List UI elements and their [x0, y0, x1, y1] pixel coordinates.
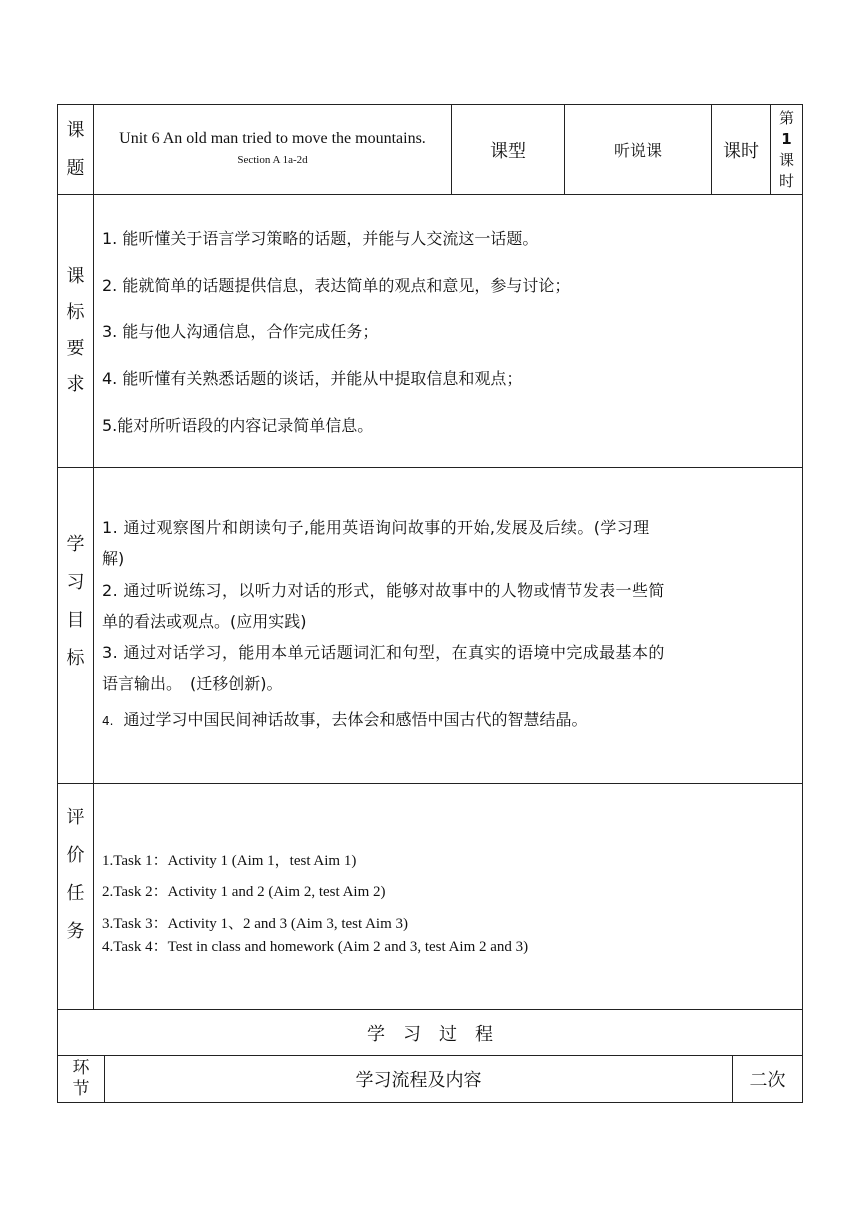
process-col-stage [58, 1056, 104, 1102]
assessment-label-char-2: 价 [66, 845, 85, 866]
standard-item-1: 1. 能听懂关于语言学习策略的话题，并能与人交流这一话题。 [102, 229, 539, 248]
objective-item-2-line-2: 单的看法或观点。(应用实践) [102, 612, 307, 631]
topic-label [58, 105, 93, 194]
objective-item-3-line-2: 语言输出。 (迁移创新)。 [102, 674, 283, 693]
objective-item-4-number: 4. [102, 714, 114, 728]
assessment-label-char-4: 务 [66, 921, 85, 942]
row-divider-header [57, 194, 803, 195]
period-char-1: 第 [778, 109, 794, 127]
row-divider-standards [57, 467, 803, 468]
process-col-stage-char-2: 节 [72, 1079, 90, 1099]
objectives-label-char-1: 学 [66, 534, 85, 555]
standard-item-5: 5.能对所听语段的内容记录简单信息。 [102, 416, 374, 435]
lesson-title: Unit 6 An old man tried to move the mountains. [119, 130, 426, 147]
objectives-label [58, 512, 93, 692]
topic-label-char-1: 课 [66, 119, 85, 141]
lesson-title-cell [94, 105, 451, 194]
assessment-task-3: 3.Task 3：Activity 1、2 and 3 (Aim 3, test Aim 3) [102, 916, 409, 932]
standards-label-char-2: 标 [66, 301, 85, 323]
assessment-task-2: 2.Task 2：Activity 1 and 2 (Aim 2, test Aim 2) [102, 884, 386, 900]
objective-item-1-line-1: 1. 通过观察图片和朗读句子,能用英语询问故事的开始,发展及后续。(学习理 [102, 518, 650, 537]
process-col-content: 学习流程及内容 [355, 1070, 482, 1091]
topic-label-char-2: 题 [66, 157, 85, 179]
lesson-period-label: 课时 [723, 140, 759, 162]
assessment-task-1: 1.Task 1：Activity 1 (Aim 1，test Aim 1) [102, 853, 357, 869]
lesson-type-value: 听说课 [613, 141, 662, 160]
objective-item-4-text: 通过学习中国民间神话故事，去体会和感悟中国古代的智慧结晶。 [123, 710, 588, 729]
assessment-task-4: 4.Task 4：Test in class and homework (Aim 2 and 3, test Aim 2 and 3) [102, 939, 529, 955]
period-char-2: 1 [781, 130, 792, 148]
objective-item-4 [102, 704, 796, 737]
lesson-section: Section A 1a-2d [237, 154, 308, 166]
standards-label [58, 248, 93, 413]
assessment-label [58, 795, 93, 955]
assessment-label-char-1: 评 [66, 807, 85, 828]
process-heading: 学 习 过 程 [367, 1023, 493, 1045]
standards-label-char-4: 求 [66, 373, 85, 395]
label-column-divider [93, 104, 94, 1010]
objective-item-3-line-1: 3. 通过对话学习，能用本单元话题词汇和句型，在真实的语境中完成最基本的 [102, 643, 665, 662]
objectives-label-char-2: 习 [66, 572, 85, 593]
assessment-label-char-3: 任 [66, 883, 85, 904]
objectives-label-char-3: 目 [66, 610, 85, 631]
process-col-revision: 二次 [749, 1070, 786, 1091]
standard-item-4: 4. 能听懂有关熟悉话题的谈话，并能从中提取信息和观点； [102, 369, 523, 388]
process-col-stage-char-1: 环 [72, 1058, 90, 1078]
standards-label-char-3: 要 [66, 337, 85, 359]
objective-item-1-line-2: 解) [102, 549, 125, 568]
lesson-type-label: 课型 [490, 140, 526, 162]
lesson-period-value [771, 106, 802, 194]
standard-item-2: 2. 能就简单的话题提供信息，表达简单的观点和意见，参与讨论； [102, 276, 571, 295]
table-border-bottom [57, 1102, 803, 1103]
row-divider-objectives [57, 783, 803, 784]
standard-item-3: 3. 能与他人沟通信息，合作完成任务； [102, 322, 379, 341]
objectives-label-char-4: 标 [66, 648, 85, 669]
period-char-4: 时 [778, 172, 794, 190]
objective-item-2-line-1: 2. 通过听说练习，以听力对话的形式，能够对故事中的人物或情节发表一些简 [102, 581, 665, 600]
table-border-right [802, 104, 803, 1103]
standards-label-char-1: 课 [66, 265, 85, 287]
period-char-3: 课 [778, 151, 794, 169]
